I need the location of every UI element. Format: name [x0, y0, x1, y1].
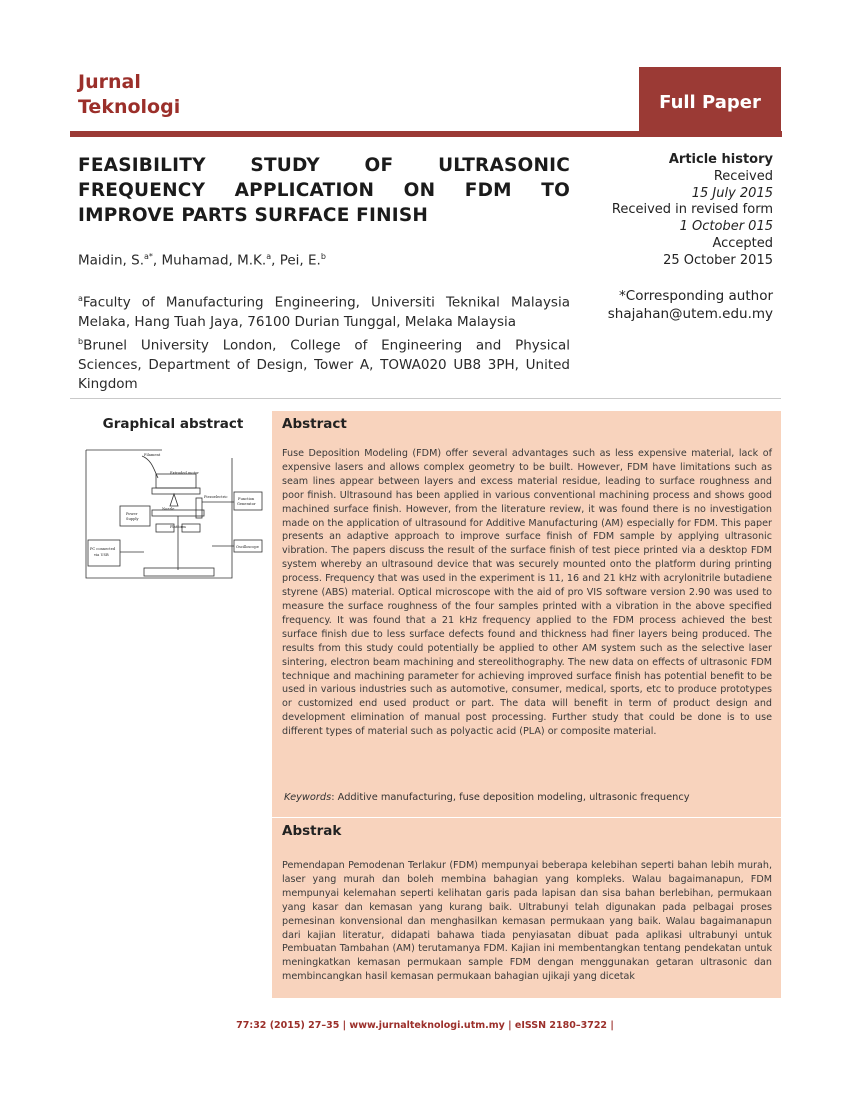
paper-title: FEASIBILITY STUDY OF ULTRASONIC FREQUENCY APPLICATION ON FDM TO IMPROVE PARTS SURFACE FINISH [78, 155, 570, 226]
abstrak-heading: Abstrak [282, 823, 342, 839]
author-name: Maidin, S. [78, 252, 144, 269]
diagram-label-pc-1: PC connected [90, 547, 116, 551]
graphical-abstract-heading: Graphical abstract [102, 416, 244, 432]
article-history [560, 152, 773, 270]
diagram-label-nozzle: Nozzle [162, 507, 175, 511]
author-name: Muhamad, M.K. [161, 252, 267, 269]
abstract-panel [272, 411, 781, 817]
affiliation-sup: b [78, 336, 84, 346]
affiliation-text: Faculty of Manufacturing Engineering, Universiti Teknikal Malaysia Melaka, Hang Tuah Jaya, 76100 Durian Tunggal, Melaka Malaysia [78, 294, 570, 330]
section-divider [70, 398, 781, 399]
diagram-label-power-2: Supply [126, 517, 139, 521]
affiliations [78, 289, 570, 394]
author-separator: , [152, 252, 162, 269]
keywords-text: : Additive manufacturing, fuse deposition modeling, ultrasonic frequency [331, 792, 690, 803]
author-separator: , [271, 252, 280, 269]
accepted-label: Accepted [712, 235, 773, 251]
corresponding-email[interactable]: shajahan@utem.edu.my [607, 306, 773, 322]
abstract-heading: Abstract [282, 416, 347, 432]
keywords [284, 792, 690, 803]
received-label: Received [713, 168, 773, 184]
page-footer: 77:32 (2015) 27–35 | www.jurnalteknologi.utm.my | eISSN 2180–3722 | [236, 1020, 614, 1031]
keywords-label: Keywords [284, 792, 332, 803]
revised-date: 1 October 015 [679, 219, 773, 235]
accepted-date: 25 October 2015 [663, 252, 773, 268]
author-list [78, 252, 326, 269]
author-sup: a* [144, 252, 153, 261]
abstract-body: Fuse Deposition Modeling (FDM) offer several advantages such as less expensive material, lack of expensive lasers and allows complex geometry to be built. However, FDM have limitations such as seam lines appear between layers and excess material residue, leading to surface roughness and poor finish. Ultrasound has been applied in various conventional machining process and shows good machined surface finish. However, from the literature review, it was found there is no investigation made on the application of ultrasound for Additive Manufacturing (AM) especially for FDM. This paper presents an adaptive approach to improve surface finish of FDM sample by applying ultrasonic vibration. The papers discuss the result of the surface finish of test piece printed via a desktop FDM system whereby an ultrasound device that was securely mounted onto the platform during printing process. Frequency that was used in the experiment is 11, 16 and 21 kHz with acrylonitrile butadiene styrene (ABS) material. Optical microscope with the aid of pro VIS software version 2.90 was used to measure the surface roughness of the four samples printed with a vibration in the above specified frequency. It was found that a 21 kHz frequency applied to the FDM process achieved the best surface finish due to less surface defects found and thickness had finer layers being produced. The results from this study could potentially be applied to other AM system such as the selective laser sintering, electron beam machining and stereolithography. The new data on effects of ultrasonic FDM technique and machining parameter for achieving improved surface finish has potential benefit to be used in various industries such as automotive, consumer, medical, sports, etc to produce prototypes or customized end used product or part. The data will benefit in term of product design and development elimination of manual post processing. Further study that could be done is to use different types of material such as polyactic acid (PLA) or composite material. [282, 448, 772, 738]
journal-name [78, 70, 180, 120]
diagram-label-extruded-motor: Extruded motor [170, 471, 199, 475]
full-paper-badge: Full Paper [639, 67, 781, 137]
diagram-label-piezoelectric: Piezoelectric [204, 495, 228, 499]
header-rule [70, 131, 782, 137]
diagram-label-oscilloscope: Oscilloscope [236, 545, 259, 549]
author-sup: b [320, 252, 326, 261]
corresponding-label: *Corresponding author [619, 288, 773, 304]
abstrak-panel [272, 818, 781, 998]
journal-name-line2: Teknologi [78, 96, 181, 118]
corresponding-author [560, 287, 773, 323]
diagram-label-power-1: Power [126, 512, 138, 516]
article-history-heading: Article history [668, 152, 773, 167]
diagram-label-platform: Platform [170, 525, 186, 529]
affiliation-sup: a [78, 294, 83, 303]
author-name: Pei, E. [279, 252, 321, 269]
diagram-label-pc-2: via USB [94, 553, 109, 557]
author-sup: a [266, 252, 272, 261]
diagram-label-function-2: Generator [237, 502, 256, 506]
diagram-label-function-1: Function [238, 497, 255, 501]
received-date: 15 July 2015 [691, 185, 773, 201]
abstrak-body: Pemendapan Pemodenan Terlakur (FDM) mempunyai beberapa kelebihan seperti bahan lebih murah, laser yang murah dan boleh membina bahagian yang kompleks. Walau bagaimanapun, FDM mempunyai kelemahan seperti kelihatan garis pada lapisan dan sisa bahan berlebihan, permukaan yang kasar dan kemasan yang kurang baik. Ultrabunyi telah digunakan pada pelbagai proses pemesinan konvensional dan menghasilkan kemasan permukaan yang baik. Walau bagaimanapun dari kajian literatur, didapati bahawa tiada penyiasatan dibuat pada aplikasi ultrabunyi untuk Pembuatan Tambahan (AM) terutamanya FDM. Kajian ini membentangkan tentang pendekatan untuk meningkatkan kemasan permukaan sample FDM dengan menggunakan getaran ultrasonic dan membincangkan hasil kemasan permukaan bahagian ujikaji yang dicetak [282, 860, 772, 983]
diagram-label-filament: Filament [144, 453, 161, 457]
journal-name-line1: Jurnal [78, 71, 141, 93]
graphical-abstract-diagram [82, 444, 266, 584]
revised-label: Received in revised form [611, 202, 773, 218]
affiliation-text: Brunel University London, College of Engineering and Physical Sciences, Department of Design, Tower A, TOWA020 UB8 3PH, United Kingdom [78, 337, 570, 392]
